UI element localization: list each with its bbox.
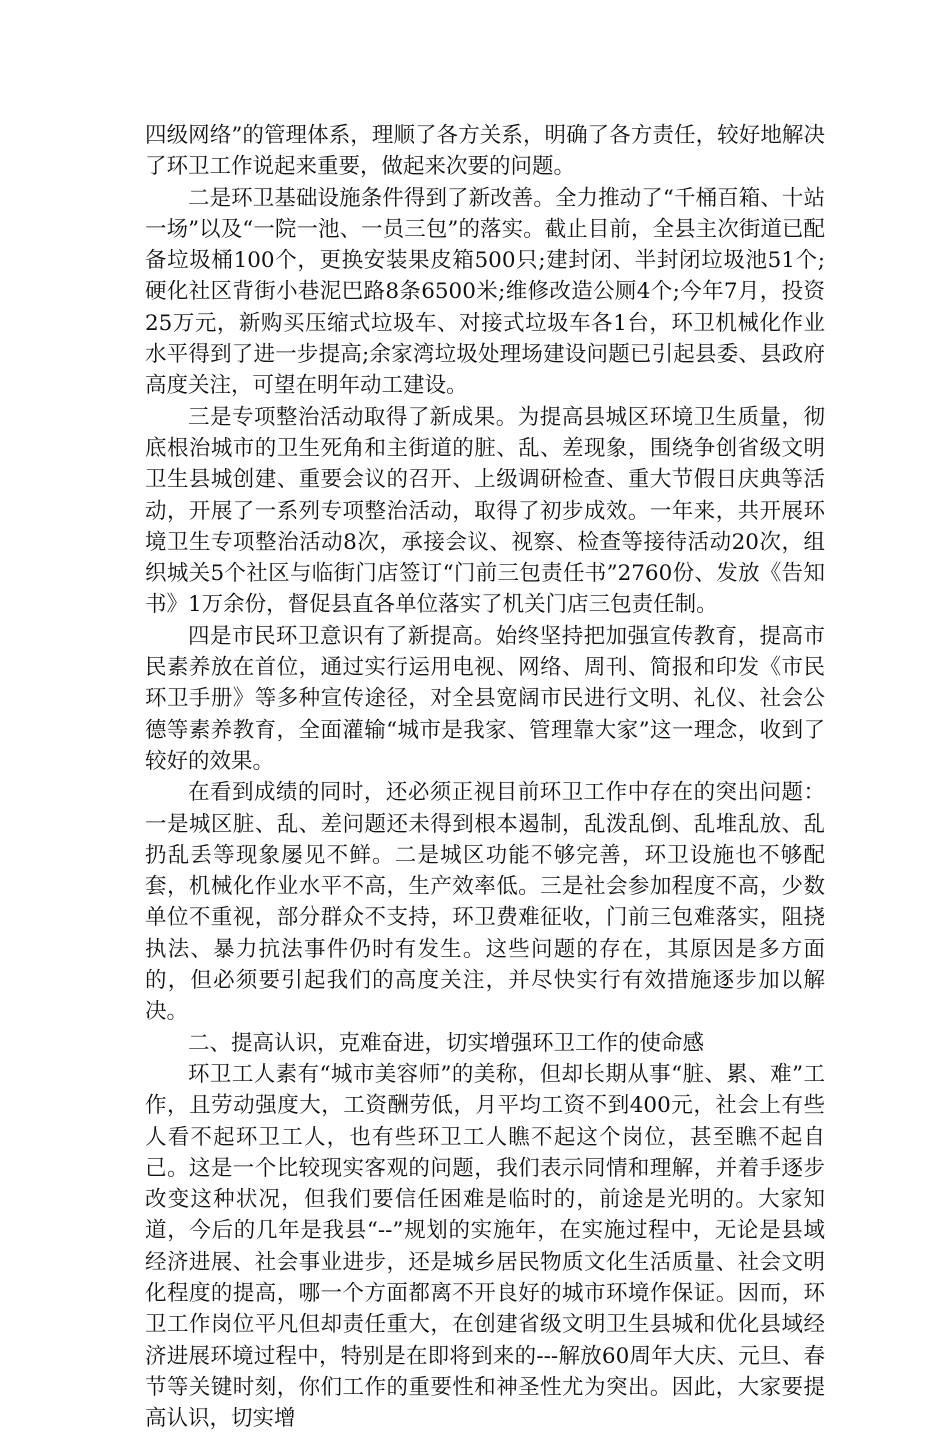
paragraph-p2: 二是环卫基础设施条件得到了新改善。全力推动了“千桶百箱、十站一场”以及“一院一池、一员三包”的落实。截止目前，全县主次街道已配备垃圾桶100个，更换安装果皮箱500只;建封闭、半封闭垃圾池51个;硬化社区背街小巷泥巴路8条6500米;维修改造公厕4个;今年7月，投资25万元，新购买压缩式垃圾车、对接式垃圾车各1台，环卫机械化作业水平得到了进一步提高;余家湾垃圾处理场建设问题已引起县委、县政府高度关注，可望在明年动工建设。 <box>145 185 825 399</box>
section-heading: 二、提高认识，克难奋进，切实增强环卫工作的使命感 <box>188 1030 705 1056</box>
paragraph-p5: 在看到成绩的同时，还必须正视目前环卫工作中存在的突出问题：一是城区脏、乱、差问题还未得到根本遏制，乱泼乱倒、乱堆乱放、乱扔乱丢等现象屡见不鲜。二是城区功能不够完善，环卫设施也不够配套，机械化作业水平不高，生产效率低。三是社会参加程度不高，少数单位不重视，部分群众不支持，环卫费难征收，门前三包难落实，阻挠执法、暴力抗法事件仍时有发生。这些问题的存在，其原因是多方面的，但必须要引起我们的高度关注，并尽快实行有效措施逐步加以解决。 <box>145 780 825 1025</box>
paragraph-p4: 四是市民环卫意识有了新提高。始终坚持把加强宣传教育，提高市民素养放在首位，通过实行运用电视、网络、周刊、简报和印发《市民环卫手册》等多种宣传途径，对全县宽阔市民进行文明、礼仪、社会公德等素养教育，全面灌输“城市是我家、管理靠大家”这一理念，收到了较好的效果。 <box>145 623 825 774</box>
paragraph-p3: 三是专项整治活动取得了新成果。为提高县城区环境卫生质量，彻底根治城市的卫生死角和主街道的脏、乱、差现象，围绕争创省级文明卫生县城创建、重要会议的召开、上级调研检查、重大节假日庆典等活动，开展了一系列专项整治活动，取得了初步成效。一年来，共开展环境卫生专项整治活动8次，承接会议、视察、检查等接待活动20次，组织城关5个社区与临街门店签订“门前三包责任书”2760份、发放《告知书》1万余份，督促县直各单位落实了机关门店三包责任制。 <box>145 404 825 618</box>
document-page <box>145 120 825 1434</box>
paragraph-p7: 环卫工人素有“城市美容师”的美称，但却长期从事“脏、累、难”工作，且劳动强度大，工资酬劳低，月平均工资不到400元，社会上有些人看不起环卫工人，也有些环卫工人瞧不起这个岗位，甚至瞧不起自己。这是一个比较现实客观的问题，我们表示同情和理解，并着手逐步改变这种状况，但我们要信任困难是临时的，前途是光明的。大家知道，今后的几年是我县“--”规划的实施年，在实施过程中，无论是县域经济进展、社会事业进步，还是城乡居民物质文化生活质量、社会文明化程度的提高，哪一个方面都离不开良好的城市环境作保证。因而，环卫工作岗位平凡但却责任重大，在创建省级文明卫生县城和优化县域经济进展环境过程中，特别是在即将到来的---解放60周年大庆、元旦、春节等关键时刻，你们工作的重要性和神圣性尤为突出。因此，大家要提高认识，切实增 <box>145 1061 825 1432</box>
paragraph-p1: 四级网络”的管理体系，理顺了各方关系，明确了各方责任，较好地解决了环卫工作说起来重要，做起来次要的问题。 <box>145 123 825 180</box>
